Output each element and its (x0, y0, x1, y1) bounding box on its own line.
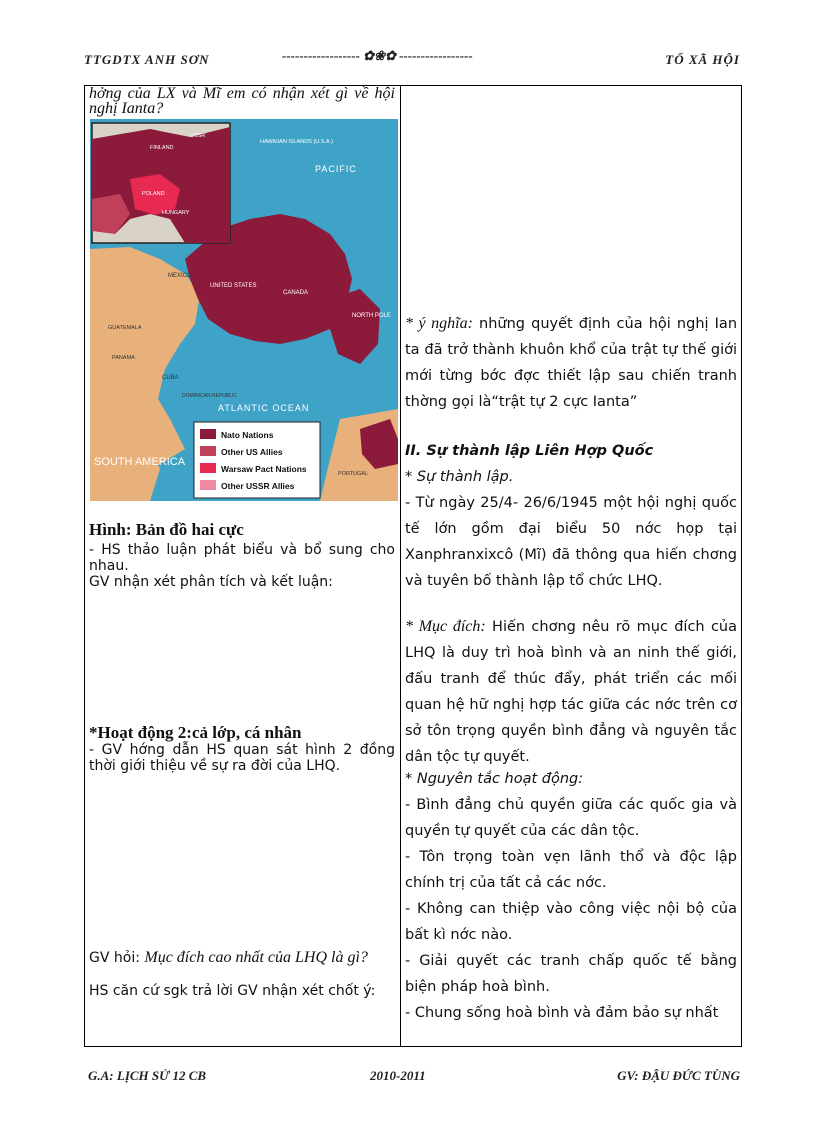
legend-swatch-nato (200, 429, 216, 439)
legend-label-us-allies: Other US Allies (221, 447, 283, 457)
principles-label: * Nguyên tắc hoạt động: (405, 771, 584, 787)
section-heading: II. Sự thành lập Liên Hợp Quốc (405, 443, 654, 459)
purpose-text: Hiến chơng nêu rõ mục đích của LHQ là duy trì hoà bình và an ninh thế giới, đấu tranh để thúc đẩy, phát triển các mối quan hệ hữ nghị hợp tác giữa các nớc trên cơ sở tôn trọng quyền bình đẳng và nguyên tắc dân tộc tự quyết. (405, 619, 737, 765)
map-label-poland: POLAND (142, 191, 165, 197)
activity-2-text: - GV hớng dẫn HS quan sát hình 2 đồng thời giới thiệu về sự ra đời của LHQ. (89, 742, 395, 774)
footer-year: 2010-2011 (370, 1068, 426, 1083)
teacher-question-italic: Mục đích cao nhất của LHQ là gì? (144, 949, 368, 966)
map-label-portugal: PORTUGAL (338, 471, 369, 477)
founding-label: * Sự thành lập. (405, 469, 514, 485)
map-label-guatemala: GUATEMALA (108, 325, 142, 331)
principle-3: - Không can thiệp vào công việc nội bộ của bất kì nớc nào. (405, 901, 737, 943)
question-text: hởng của LX và Mĩ em có nhận xét gì về hội nghị Ianta? (89, 85, 395, 117)
legend-swatch-ussr-allies (200, 480, 216, 490)
map-label-hungary: HUNGARY (162, 210, 190, 216)
map-label-finland: FINLAND (150, 145, 174, 151)
purpose-paragraph (405, 614, 737, 770)
teacher-question-prefix: GV hỏi: (89, 950, 145, 966)
right-column (401, 86, 741, 1046)
legend-label-nato: Nato Nations (221, 430, 274, 440)
map-label-south-america: SOUTH AMERICA (94, 456, 186, 468)
student-answer-text: HS căn cứ sgk trả lời GV nhận xét chốt ý: (89, 983, 376, 999)
header-school: TTGDTX ANH SƠN (84, 52, 210, 67)
header-ornament: ------------------ ✿❀✿ ----------------- (282, 48, 473, 63)
map-label-usa: UNITED STATES (210, 283, 257, 289)
meaning-label: * ý nghĩa: (405, 315, 473, 332)
map-label-canada: CANADA (283, 290, 309, 296)
founding-text: - Từ ngày 25/4- 26/6/1945 một hội nghị quốc tế lớn gồm đại biểu 50 nớc họp tại Xanphranxixcô (Mĩ) đã thông qua hiến chơng và tuyên bố thành lập tổ chức LHQ. (405, 495, 737, 589)
legend-swatch-warsaw (200, 463, 216, 473)
principle-5: - Chung sống hoà bình và đảm bảo sự nhất (405, 1005, 719, 1021)
left-column (85, 86, 400, 1046)
footer-subject: G.A: LỊCH SỬ 12 CB (88, 1068, 207, 1083)
header-department: TỔ XÃ HỘI (665, 52, 740, 67)
purpose-label: * Mục đích: (405, 618, 486, 635)
map-label-mexico: MEXICO (168, 273, 192, 279)
principle-4: - Giải quyết các tranh chấp quốc tế bằng biện pháp hoà bình. (405, 953, 737, 995)
principle-1: - Bình đẳng chủ quyền giữa các quốc gia và quyền tự quyết của các dân tộc. (405, 797, 737, 839)
legend-label-ussr-allies: Other USSR Allies (221, 481, 295, 491)
map-label-dominican: DOMINICAN REPUBLIC (182, 393, 238, 399)
map-label-panama: PANAMA (112, 355, 135, 361)
lesson-table (84, 85, 742, 1047)
page-header (84, 48, 740, 72)
map-label-hawaiian: HAWAIIAN ISLANDS (U.S.A.) (260, 139, 333, 145)
map-label-atlantic: ATLANTIC OCEAN (218, 403, 310, 413)
map-label-north-pole: NORTH POLE (352, 313, 391, 319)
teacher-conclusion-text: GV nhận xét phân tích và kết luận: (89, 574, 333, 590)
student-discussion-text: - HS thảo luận phát biểu và bổ sung cho nhau. (89, 542, 395, 574)
principle-2: - Tôn trọng toàn vẹn lãnh thổ và độc lập chính trị của tất cả các nớc. (405, 849, 737, 891)
map-graphic (90, 119, 398, 501)
footer-teacher: GV: ĐẬU ĐỨC TÙNG (617, 1068, 740, 1083)
map-caption: Hình: Bản đồ hai cực (89, 520, 244, 539)
meaning-paragraph (405, 311, 737, 415)
land-south-america (90, 439, 160, 501)
bipolar-world-map (90, 119, 398, 501)
meaning-text: những quyết định của hội nghị Ian ta đã trở thành khuôn khổ của trật tự thế giới mới từng bớc đợc thiết lập sau chiến tranh thờng gọi là“trật tự 2 cực Ianta” (405, 316, 738, 410)
activity-2-title: *Hoạt động 2:cả lớp, cá nhân (89, 723, 302, 742)
teacher-question (89, 950, 395, 966)
map-label-cuba: CUBA (162, 375, 179, 381)
legend-label-warsaw: Warsaw Pact Nations (221, 464, 307, 474)
map-label-pacific: PACIFIC (315, 164, 357, 174)
map-label-ussr: USSR (190, 133, 206, 139)
legend-swatch-us-allies (200, 446, 216, 456)
